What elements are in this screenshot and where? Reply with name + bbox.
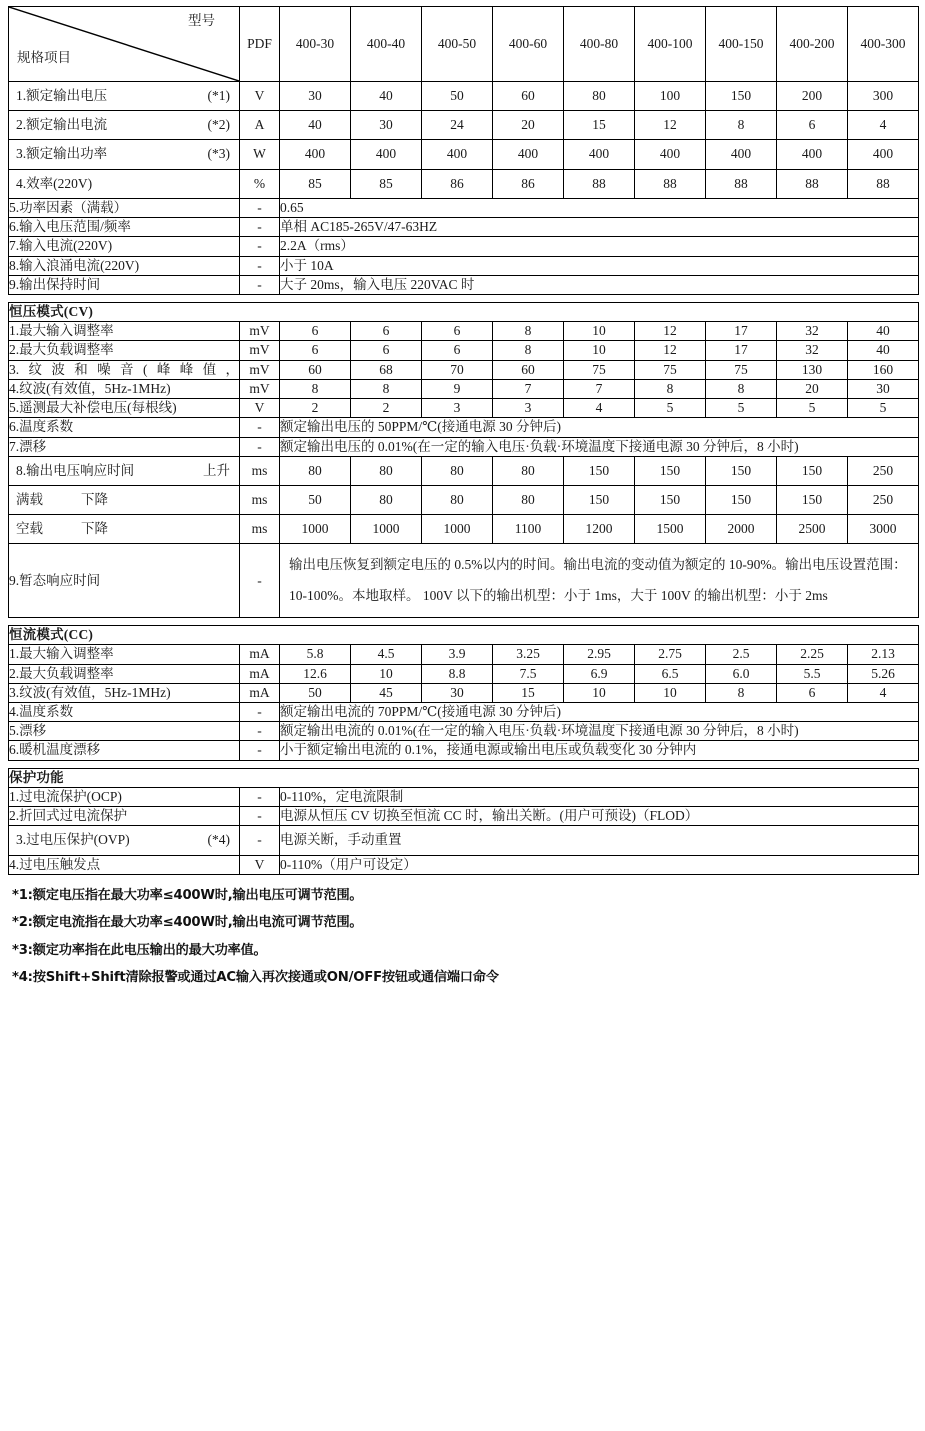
- cell-value-1-4: 15: [564, 111, 635, 140]
- row-label-cell: [9, 82, 240, 111]
- row-unit: mA: [240, 664, 280, 683]
- cc-section-title: 恒流模式(CC): [9, 626, 919, 645]
- cv-resp-0-5: 150: [635, 456, 706, 485]
- row-unit: mV: [240, 360, 280, 379]
- cell-value-3-0: 85: [280, 169, 351, 198]
- cv-cell-2-4: 75: [564, 360, 635, 379]
- cv-cell-4-2: 3: [422, 399, 493, 418]
- header-model-2: 400-50: [422, 7, 493, 82]
- row-label-cell: [9, 485, 240, 514]
- cc-cell-1-5: 6.5: [635, 664, 706, 683]
- row-unit: V: [240, 399, 280, 418]
- cv-resp-0-1: 80: [351, 456, 422, 485]
- table-header-row: [9, 7, 919, 82]
- cv-resp-1-3: 80: [493, 485, 564, 514]
- row-unit: mV: [240, 379, 280, 398]
- row-label: 2.额定输出电流: [16, 117, 108, 133]
- table-row: [9, 683, 919, 702]
- row-label-cell: [9, 456, 240, 485]
- cc-cell-2-8: 4: [848, 683, 919, 702]
- cv-cell-0-0: 6: [280, 322, 351, 341]
- cv-cell-2-5: 75: [635, 360, 706, 379]
- row-label-cell: [9, 515, 240, 544]
- cc-cell-1-0: 12.6: [280, 664, 351, 683]
- row-label-cell: 7.输入电流(220V): [9, 237, 240, 256]
- header-model-6: 400-150: [706, 7, 777, 82]
- cell-value-0-6: 150: [706, 82, 777, 111]
- cv-resp-2-0: 1000: [280, 515, 351, 544]
- table-row: [9, 703, 919, 722]
- table-row: [9, 741, 919, 760]
- cv-cell-1-2: 6: [422, 341, 493, 360]
- cv-resp-1-4: 150: [564, 485, 635, 514]
- cv-resp-0-3: 80: [493, 456, 564, 485]
- cv-cell-3-2: 9: [422, 379, 493, 398]
- cc-cell-2-5: 10: [635, 683, 706, 702]
- row-unit: -: [240, 218, 280, 237]
- row-wide-value-3: 小于 10A: [280, 256, 919, 275]
- row-unit: mA: [240, 683, 280, 702]
- cc-cell-0-8: 2.13: [848, 645, 919, 664]
- table-row: [9, 275, 919, 294]
- cv-cell-2-1: 68: [351, 360, 422, 379]
- cv-cell-1-1: 6: [351, 341, 422, 360]
- row-label-cell: [9, 140, 240, 169]
- table-row: [9, 456, 919, 485]
- footnote-3: *3:额定功率指在此电压输出的最大功率值。: [12, 942, 267, 958]
- cell-value-2-0: 400: [280, 140, 351, 169]
- cv-cell-2-7: 130: [777, 360, 848, 379]
- row-label-cell: 8.输入浪涌电流(220V): [9, 256, 240, 275]
- cv-cell-3-3: 7: [493, 379, 564, 398]
- cell-value-2-1: 400: [351, 140, 422, 169]
- cv-cell-1-7: 32: [777, 341, 848, 360]
- cv-resp-0-7: 150: [777, 456, 848, 485]
- row-unit: -: [240, 807, 280, 826]
- cell-value-2-2: 400: [422, 140, 493, 169]
- table-row: [9, 645, 919, 664]
- header-item-label: 规格项目: [17, 49, 71, 65]
- row-label: 空载: [16, 521, 43, 537]
- row-unit: -: [240, 741, 280, 760]
- table-row: [9, 111, 919, 140]
- cv-resp-2-1: 1000: [351, 515, 422, 544]
- cell-value-2-7: 400: [777, 140, 848, 169]
- row-label-note: 下降: [81, 491, 108, 507]
- cv-resp-1-7: 150: [777, 485, 848, 514]
- table-row: [9, 322, 919, 341]
- cc-wide-value-0: 额定输出电流的 70PPM/℃(接通电源 30 分钟后): [280, 703, 919, 722]
- row-label-cell: 5.漂移: [9, 722, 240, 741]
- header-model-1: 400-40: [351, 7, 422, 82]
- cv-resp-1-8: 250: [848, 485, 919, 514]
- row-label-cell: 2.最大负载调整率: [9, 341, 240, 360]
- row-unit: -: [240, 275, 280, 294]
- table-row: [9, 722, 919, 741]
- cc-cell-2-7: 6: [777, 683, 848, 702]
- footnote-2: *2:额定电流指在最大功率≤400W时,输出电流可调节范围。: [12, 915, 363, 931]
- cv-resp-1-0: 50: [280, 485, 351, 514]
- row-unit: V: [240, 82, 280, 111]
- cell-value-2-8: 400: [848, 140, 919, 169]
- cv-cell-2-3: 60: [493, 360, 564, 379]
- row-unit: A: [240, 111, 280, 140]
- row-label-cell: 3.纹波(有效值，5Hz-1MHz): [9, 683, 240, 702]
- row-label-cell: 4.过电压触发点: [9, 855, 240, 874]
- cell-value-3-8: 88: [848, 169, 919, 198]
- table-row: [9, 379, 919, 398]
- header-model-4: 400-80: [564, 7, 635, 82]
- cc-cell-0-6: 2.5: [706, 645, 777, 664]
- table-row: [9, 437, 919, 456]
- row-label-note: (*3): [207, 146, 230, 162]
- row-label-cell: 5.遥测最大补偿电压(每根线): [9, 399, 240, 418]
- cv-cell-3-8: 30: [848, 379, 919, 398]
- row-label-cell: 3.纹波和噪音(峰峰值，: [9, 360, 240, 379]
- cc-cell-2-0: 50: [280, 683, 351, 702]
- cv-resp-1-1: 80: [351, 485, 422, 514]
- cc-cell-1-4: 6.9: [564, 664, 635, 683]
- cell-value-2-3: 400: [493, 140, 564, 169]
- row-unit: -: [240, 703, 280, 722]
- cv-wide-value-0: 额定输出电压的 50PPM/℃(接通电源 30 分钟后): [280, 418, 919, 437]
- row-unit: mV: [240, 341, 280, 360]
- cell-value-1-8: 4: [848, 111, 919, 140]
- cv-resp-1-2: 80: [422, 485, 493, 514]
- row-label: 满载: [16, 491, 43, 507]
- cc-cell-0-4: 2.95: [564, 645, 635, 664]
- row-label-note: 下降: [81, 521, 108, 537]
- row-label-cell: 7.漂移: [9, 437, 240, 456]
- cc-cell-0-1: 4.5: [351, 645, 422, 664]
- cv-cell-0-8: 40: [848, 322, 919, 341]
- cv-resp-0-8: 250: [848, 456, 919, 485]
- table-row: [9, 418, 919, 437]
- table-row: [9, 807, 919, 826]
- table-row: [9, 237, 919, 256]
- cc-cell-2-3: 15: [493, 683, 564, 702]
- cell-value-2-5: 400: [635, 140, 706, 169]
- cv-cell-4-7: 5: [777, 399, 848, 418]
- cell-value-3-6: 88: [706, 169, 777, 198]
- cv-cell-0-2: 6: [422, 322, 493, 341]
- row-label-cell: 1.过电流保护(OCP): [9, 787, 240, 806]
- cell-value-2-4: 400: [564, 140, 635, 169]
- cc-cell-2-1: 45: [351, 683, 422, 702]
- protection-section-title: 保护功能: [9, 768, 919, 787]
- header-model-7: 400-200: [777, 7, 848, 82]
- row-label-note: 上升: [203, 462, 230, 478]
- row-unit: mA: [240, 645, 280, 664]
- cv-cell-4-1: 2: [351, 399, 422, 418]
- protection-value-0: 0-110%，定电流限制: [280, 787, 919, 806]
- row-label-cell: 5.功率因素（满载）: [9, 198, 240, 217]
- table-row: [9, 82, 919, 111]
- cell-value-0-2: 50: [422, 82, 493, 111]
- row-unit: -: [240, 237, 280, 256]
- row-unit: -: [240, 198, 280, 217]
- cv-cell-4-0: 2: [280, 399, 351, 418]
- row-label-cell: [9, 169, 240, 198]
- cv-resp-1-5: 150: [635, 485, 706, 514]
- cc-cell-2-6: 8: [706, 683, 777, 702]
- cell-value-3-5: 88: [635, 169, 706, 198]
- general-spec-table: [8, 6, 919, 295]
- section-header-row: [9, 302, 919, 321]
- row-unit: ms: [240, 456, 280, 485]
- row-label-cell: 9.暂态响应时间: [9, 544, 240, 618]
- cv-cell-1-4: 10: [564, 341, 635, 360]
- cv-mode-table: [8, 302, 919, 618]
- cell-value-0-3: 60: [493, 82, 564, 111]
- cv-resp-2-3: 1100: [493, 515, 564, 544]
- cell-value-0-5: 100: [635, 82, 706, 111]
- row-wide-value-1: 单相 AC185-265V/47-63HZ: [280, 218, 919, 237]
- cell-value-0-1: 40: [351, 82, 422, 111]
- cv-resp-2-4: 1200: [564, 515, 635, 544]
- cc-cell-0-5: 2.75: [635, 645, 706, 664]
- row-label-cell: 6.输入电压范围/频率: [9, 218, 240, 237]
- cv-cell-0-6: 17: [706, 322, 777, 341]
- footnotes: [8, 889, 917, 986]
- protection-value-3: 0-110%（用户可设定）: [280, 855, 919, 874]
- cell-value-0-0: 30: [280, 82, 351, 111]
- cell-value-2-6: 400: [706, 140, 777, 169]
- row-wide-value-4: 大子 20ms，输入电压 220VAC 时: [280, 275, 919, 294]
- cc-cell-1-7: 5.5: [777, 664, 848, 683]
- row-label-cell: 6.温度系数: [9, 418, 240, 437]
- header-corner-cell: [9, 7, 240, 82]
- cc-wide-value-1: 额定输出电流的 0.01%(在一定的输入电压·负载·环境温度下接通电源 30 分钟后，8 小时): [280, 722, 919, 741]
- cell-value-1-5: 12: [635, 111, 706, 140]
- cv-cell-3-0: 8: [280, 379, 351, 398]
- cv-cell-4-4: 4: [564, 399, 635, 418]
- row-label: 4.效率(220V): [16, 175, 93, 191]
- cell-value-1-0: 40: [280, 111, 351, 140]
- protection-value-2: 电源关断，手动重置: [280, 826, 919, 855]
- cv-resp-2-5: 1500: [635, 515, 706, 544]
- row-unit: -: [240, 722, 280, 741]
- cell-value-3-3: 86: [493, 169, 564, 198]
- row-label-cell: 4.温度系数: [9, 703, 240, 722]
- cv-cell-4-8: 5: [848, 399, 919, 418]
- row-label-cell: 1.最大输入调整率: [9, 322, 240, 341]
- cv-resp-2-7: 2500: [777, 515, 848, 544]
- cv-cell-0-3: 8: [493, 322, 564, 341]
- row-unit: -: [240, 256, 280, 275]
- cell-value-0-4: 80: [564, 82, 635, 111]
- footnote-4: *4:按Shift+Shift清除报警或通过AC输入再次接通或ON/OFF按钮或通信端口命令: [12, 970, 499, 986]
- cc-cell-2-4: 10: [564, 683, 635, 702]
- cell-value-3-7: 88: [777, 169, 848, 198]
- cc-cell-2-2: 30: [422, 683, 493, 702]
- cv-resp-2-8: 3000: [848, 515, 919, 544]
- table-row: [9, 341, 919, 360]
- table-row: [9, 218, 919, 237]
- header-unit-cell: PDF: [240, 7, 280, 82]
- cell-value-1-1: 30: [351, 111, 422, 140]
- cell-value-1-3: 20: [493, 111, 564, 140]
- cv-cell-4-3: 3: [493, 399, 564, 418]
- cell-value-0-7: 200: [777, 82, 848, 111]
- row-wide-value-2: 2.2A（rms）: [280, 237, 919, 256]
- cell-value-3-1: 85: [351, 169, 422, 198]
- cv-cell-3-4: 7: [564, 379, 635, 398]
- row-unit: ms: [240, 515, 280, 544]
- cv-cell-2-0: 60: [280, 360, 351, 379]
- row-unit: V: [240, 855, 280, 874]
- row-label-cell: 2.折回式过电流保护: [9, 807, 240, 826]
- cv-cell-1-3: 8: [493, 341, 564, 360]
- cv-cell-0-1: 6: [351, 322, 422, 341]
- protection-table: [8, 768, 919, 875]
- table-row: [9, 826, 919, 855]
- cv-resp-2-6: 2000: [706, 515, 777, 544]
- cell-value-1-2: 24: [422, 111, 493, 140]
- cell-value-3-4: 88: [564, 169, 635, 198]
- table-row: [9, 544, 919, 618]
- table-row: [9, 787, 919, 806]
- row-label-note: (*4): [207, 832, 230, 848]
- cv-resp-0-0: 80: [280, 456, 351, 485]
- header-model-0: 400-30: [280, 7, 351, 82]
- cc-cell-0-7: 2.25: [777, 645, 848, 664]
- cc-cell-1-8: 5.26: [848, 664, 919, 683]
- section-header-row: [9, 768, 919, 787]
- row-label-cell: 2.最大负载调整率: [9, 664, 240, 683]
- row-unit: %: [240, 169, 280, 198]
- cv-cell-1-6: 17: [706, 341, 777, 360]
- row-label: 8.输出电压响应时间: [16, 462, 135, 478]
- row-unit: ms: [240, 485, 280, 514]
- cv-cell-0-4: 10: [564, 322, 635, 341]
- cv-cell-0-7: 32: [777, 322, 848, 341]
- row-wide-value-0: 0.65: [280, 198, 919, 217]
- row-label-cell: [9, 111, 240, 140]
- row-label-note: (*2): [207, 117, 230, 133]
- cc-wide-value-2: 小于额定输出电流的 0.1%，接通电源或输出电压或负载变化 30 分钟内: [280, 741, 919, 760]
- cc-mode-table: [8, 625, 919, 761]
- row-label-cell: [9, 826, 240, 855]
- table-row: [9, 664, 919, 683]
- row-label-cell: 4.纹波(有效值，5Hz-1MHz): [9, 379, 240, 398]
- cv-cell-3-5: 8: [635, 379, 706, 398]
- row-label: 1.额定输出电压: [16, 88, 108, 103]
- cv-cell-3-7: 20: [777, 379, 848, 398]
- row-label: 3.过电压保护(OVP): [16, 832, 130, 848]
- row-label-cell: 6.暖机温度漂移: [9, 741, 240, 760]
- cc-cell-1-3: 7.5: [493, 664, 564, 683]
- cv-cell-0-5: 12: [635, 322, 706, 341]
- cv-resp-1-6: 150: [706, 485, 777, 514]
- row-label-note: (*1): [207, 88, 230, 103]
- section-header-row: [9, 626, 919, 645]
- cell-value-3-2: 86: [422, 169, 493, 198]
- cc-cell-0-3: 3.25: [493, 645, 564, 664]
- row-unit: -: [240, 544, 280, 618]
- cv-cell-2-6: 75: [706, 360, 777, 379]
- cv-cell-3-6: 8: [706, 379, 777, 398]
- cell-value-1-7: 6: [777, 111, 848, 140]
- header-model-label: 型号: [188, 13, 215, 28]
- table-row: [9, 515, 919, 544]
- table-row: [9, 399, 919, 418]
- cv-cell-4-5: 5: [635, 399, 706, 418]
- cv-cell-3-1: 8: [351, 379, 422, 398]
- cv-transient-value: 输出电压恢复到额定电压的 0.5%以内的时间。输出电流的变动值为额定的 10-90%。输出电压设置范围：10-100%。本地取样。 100V 以下的输出机型：小于 1ms，大于 100V 的输出机型：小于 2ms: [280, 544, 919, 618]
- protection-value-1: 电源从恒压 CV 切换至恒流 CC 时，输出关断。(用户可预设)（FLOD）: [280, 807, 919, 826]
- cv-cell-4-6: 5: [706, 399, 777, 418]
- cv-cell-1-8: 40: [848, 341, 919, 360]
- row-label-cell: 1.最大输入调整率: [9, 645, 240, 664]
- cc-cell-1-2: 8.8: [422, 664, 493, 683]
- table-row: [9, 360, 919, 379]
- cv-section-title: 恒压模式(CV): [9, 302, 919, 321]
- cell-value-1-6: 8: [706, 111, 777, 140]
- table-row: [9, 855, 919, 874]
- cc-cell-1-1: 10: [351, 664, 422, 683]
- row-label: 3.额定输出功率: [16, 146, 108, 162]
- row-unit: mV: [240, 322, 280, 341]
- header-model-8: 400-300: [848, 7, 919, 82]
- cc-cell-0-2: 3.9: [422, 645, 493, 664]
- cell-value-0-8: 300: [848, 82, 919, 111]
- row-unit: -: [240, 787, 280, 806]
- cv-cell-1-5: 12: [635, 341, 706, 360]
- header-model-3: 400-60: [493, 7, 564, 82]
- header-model-5: 400-100: [635, 7, 706, 82]
- cv-cell-2-8: 160: [848, 360, 919, 379]
- table-row: [9, 256, 919, 275]
- row-unit: -: [240, 418, 280, 437]
- cv-cell-2-2: 70: [422, 360, 493, 379]
- cc-cell-1-6: 6.0: [706, 664, 777, 683]
- row-unit: -: [240, 437, 280, 456]
- table-row: [9, 198, 919, 217]
- cv-resp-0-4: 150: [564, 456, 635, 485]
- table-row: [9, 485, 919, 514]
- cv-resp-0-2: 80: [422, 456, 493, 485]
- table-row: [9, 169, 919, 198]
- cv-cell-1-0: 6: [280, 341, 351, 360]
- cv-wide-value-1: 额定输出电压的 0.01%(在一定的输入电压·负载·环境温度下接通电源 30 分钟后，8 小时): [280, 437, 919, 456]
- footnote-1: *1:额定电压指在最大功率≤400W时,输出电压可调节范围。: [12, 887, 363, 903]
- cv-resp-0-6: 150: [706, 456, 777, 485]
- table-row: [9, 140, 919, 169]
- cc-cell-0-0: 5.8: [280, 645, 351, 664]
- cv-resp-2-2: 1000: [422, 515, 493, 544]
- row-unit: W: [240, 140, 280, 169]
- row-unit: -: [240, 826, 280, 855]
- row-label-cell: 9.输出保持时间: [9, 275, 240, 294]
